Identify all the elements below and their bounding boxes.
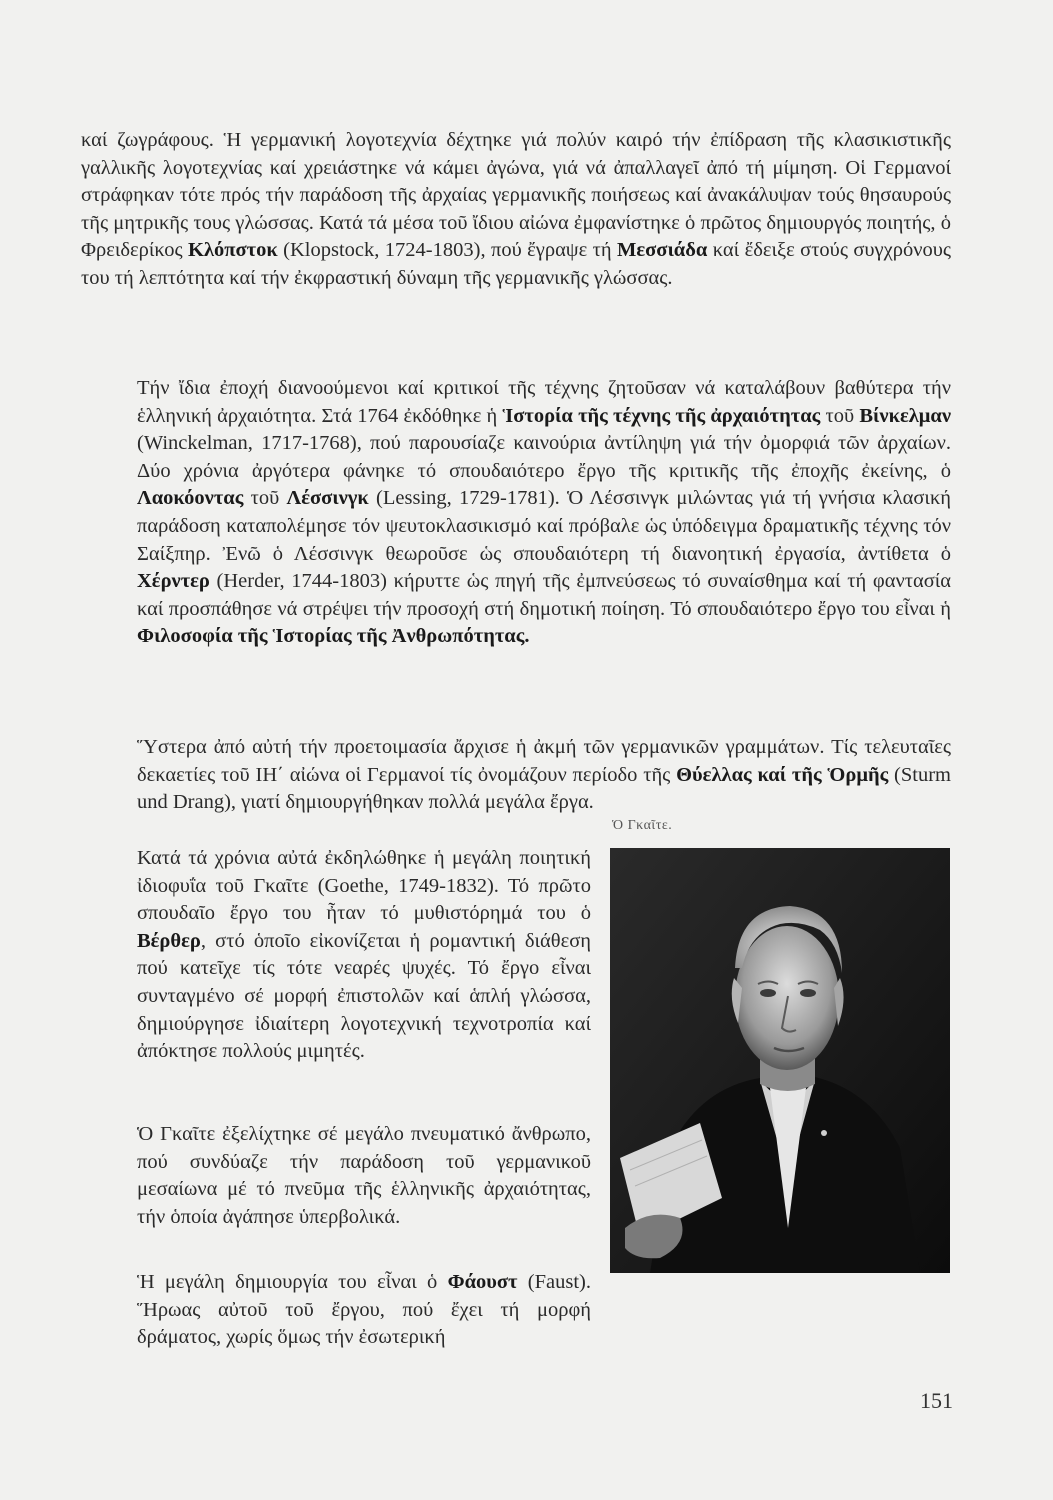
paragraph-sturm-und-drang (81, 734, 951, 817)
name-herder: Χέρντερ (137, 570, 210, 593)
page-number: 151 (920, 1388, 953, 1413)
paragraph-klopstock (81, 127, 951, 293)
title-laocoon: Λαοκόοντας (137, 487, 244, 510)
title-werther: Βέρθερ (137, 929, 201, 952)
text: (Sturm und Drang), γιατί δημιουργήθηκαν πολλά μεγάλα ἔργα. (137, 763, 952, 814)
paragraph-winckelmann-lessing-herder (81, 375, 951, 651)
paragraph-goethe-spirit (81, 1121, 591, 1231)
text: (Klopstock, 1724-1803), πού ἔγραψε τή (277, 239, 618, 262)
text: Κατά τά χρόνια αὐτά ἐκδηλώθηκε ἡ μεγάλη ποιητική ἰδιοφυΐα τοῦ Γκαῖτε (Goethe, 1749-1832). Τό πρῶτο σπουδαῖο ἔργο του ἦταν τό μυθιστόρημά του ὁ (137, 847, 591, 925)
text: (Herder, 1744-1803) κήρυττε ὡς πηγή τῆς ἐμπνεύσεως τό συναίσθημα καί τή φαντασία καί προσπάθησε νά στρέψει τήν προσοχή στή δημοτική ποίηση. Τό σπουδαιότερο ἔργο του εἶναι ἡ (137, 570, 951, 620)
name-winckelmann: Βίνκελμαν (859, 404, 951, 427)
paragraph-goethe-werther (81, 845, 591, 1066)
name-klopstock: Κλόπστοκ (188, 239, 278, 262)
title-history-of-art: Ἱστορία τῆς τέχνης τῆς ἀρχαιότητας (502, 404, 821, 427)
text: καί ἔδειξε στούς συγχρόνους του τή λεπτότητα καί τήν ἐκφραστική δύναμη τῆς γερμανικῆς γλώσσας. (81, 239, 951, 289)
title-philosophy-of-history: Φιλοσοφία τῆς Ἱστορίας τῆς Ἀνθρωπότητας. (137, 625, 530, 648)
text: τοῦ (243, 487, 287, 510)
text: Ὕστερα ἀπό αὐτή τήν προετοιμασία ἄρχισε ἡ ἀκμή τῶν γερμανικῶν γραμμάτων. Τίς τελευταῖες δεκαετίες τοῦ ΙΗ΄ αἰώνα οἱ Γερμανοί τίς ὀνομάζουν περίοδο τῆς (137, 736, 951, 786)
portrait-image (610, 848, 950, 1273)
text: Ὁ Γκαῖτε ἐξελίχτηκε σέ μεγάλο πνευματικό ἄνθρωπο, πού συνδύαζε τήν παράδοση τοῦ γερμανικοῦ μεσαίωνα μέ τό πνεῦμα τῆς ἑλληνικῆς ἀρχαιότητας, τήν ὁποία ἀγάπησε ὑπερβολικά. (137, 1123, 591, 1228)
portrait-caption: Ὁ Γκαῖτε. (612, 818, 673, 833)
text: Ἡ μεγάλη δημιουργία του εἶναι ὁ (137, 1271, 448, 1293)
text: (Faust). Ἥρωας αὐτοῦ τοῦ ἔργου, πού ἔχει τή μορφή δράματος, χωρίς ὅμως τήν ἐσωτερική (137, 1271, 592, 1349)
text: (Lessing, 1729-1781). Ὁ Λέσσινγκ μιλώντας γιά τή γνήσια κλασική παράδοση καταπολέμησε τόν ψευτοκλασικισμό καί πρόβαλε ὡς ὑπόδειγμα δραματικῆς τέχνης τόν Σαίξπηρ. Ἐνῶ ὁ Λέσσινγκ θεωροῦσε ὡς σπουδαιότερη τή διανοητική ἐργασία, ἀντίθετα ὁ (137, 487, 951, 565)
text: Τήν ἴδια ἐποχή διανοούμενοι καί κριτικοί τῆς τέχνης ζητοῦσαν νά καταλάβουν βαθύτερα τήν ἑλληνική ἀρχαιότητα. Στά 1764 ἐκδόθηκε ἡ (137, 377, 951, 427)
text: καί ζωγράφους. Ἡ γερμανική λογοτεχνία δέχτηκε γιά πολύν καιρό τήν ἐπίδραση τῆς κλασικιστικῆς γαλλικῆς λογοτεχνίας καί χρειάστηκε νά κάμει ἀγώνα, γιά νά ἀπαλλαγεῖ ἀπό τή μίμηση. Οἱ Γερμανοί στράφηκαν τότε πρός τήν παράδοση τῆς ἀρχαίας γερμανικῆς ποιήσεως καί ἀνακάλυψαν τούς θησαυρούς τῆς μητρικῆς τους γλώσσας. Κατά τά μέσα τοῦ ἴδιου αἰώνα ἐμφανίστηκε ὁ πρῶτος δημιουργός ποιητής, ὁ Φρειδερίκος (81, 129, 951, 262)
title-faust: Φάουστ (447, 1271, 518, 1293)
text: (Winckelman, 1717-1768), πού παρουσίαζε καινούρια ἀντίληψη γιά τήν ὀμορφιά τῶν ἀρχαίων. Δύο χρόνια ἀργότερα φάνηκε τό σπουδαιότερο ἔργο τῆς κριτικῆς τῆς ἐποχῆς ἐκείνης, ὁ (137, 432, 951, 482)
name-lessing: Λέσσινγκ (286, 487, 369, 510)
paragraph-faust (81, 1269, 591, 1352)
goethe-portrait (610, 848, 950, 1273)
term-sturm-und-drang: Θύελλας καί τῆς Ὁρμῆς (676, 763, 889, 786)
title-messiade: Μεσσιάδα (617, 239, 708, 262)
text: , στό ὁποῖο εἰκονίζεται ἡ ρομαντική διάθεση πού κατεῖχε τίς τότε νεαρές ψυχές. Τό ἔργο εἶναι συνταγμένο σέ μορφή ἐπιστολῶν καί ἁπλή γλώσσα, δημιούργησε ἰδιαίτερη λογοτεχνική τεχνοτροπία καί ἀπόκτησε πολλούς μιμητές. (137, 929, 591, 1063)
text: τοῦ (820, 404, 860, 427)
